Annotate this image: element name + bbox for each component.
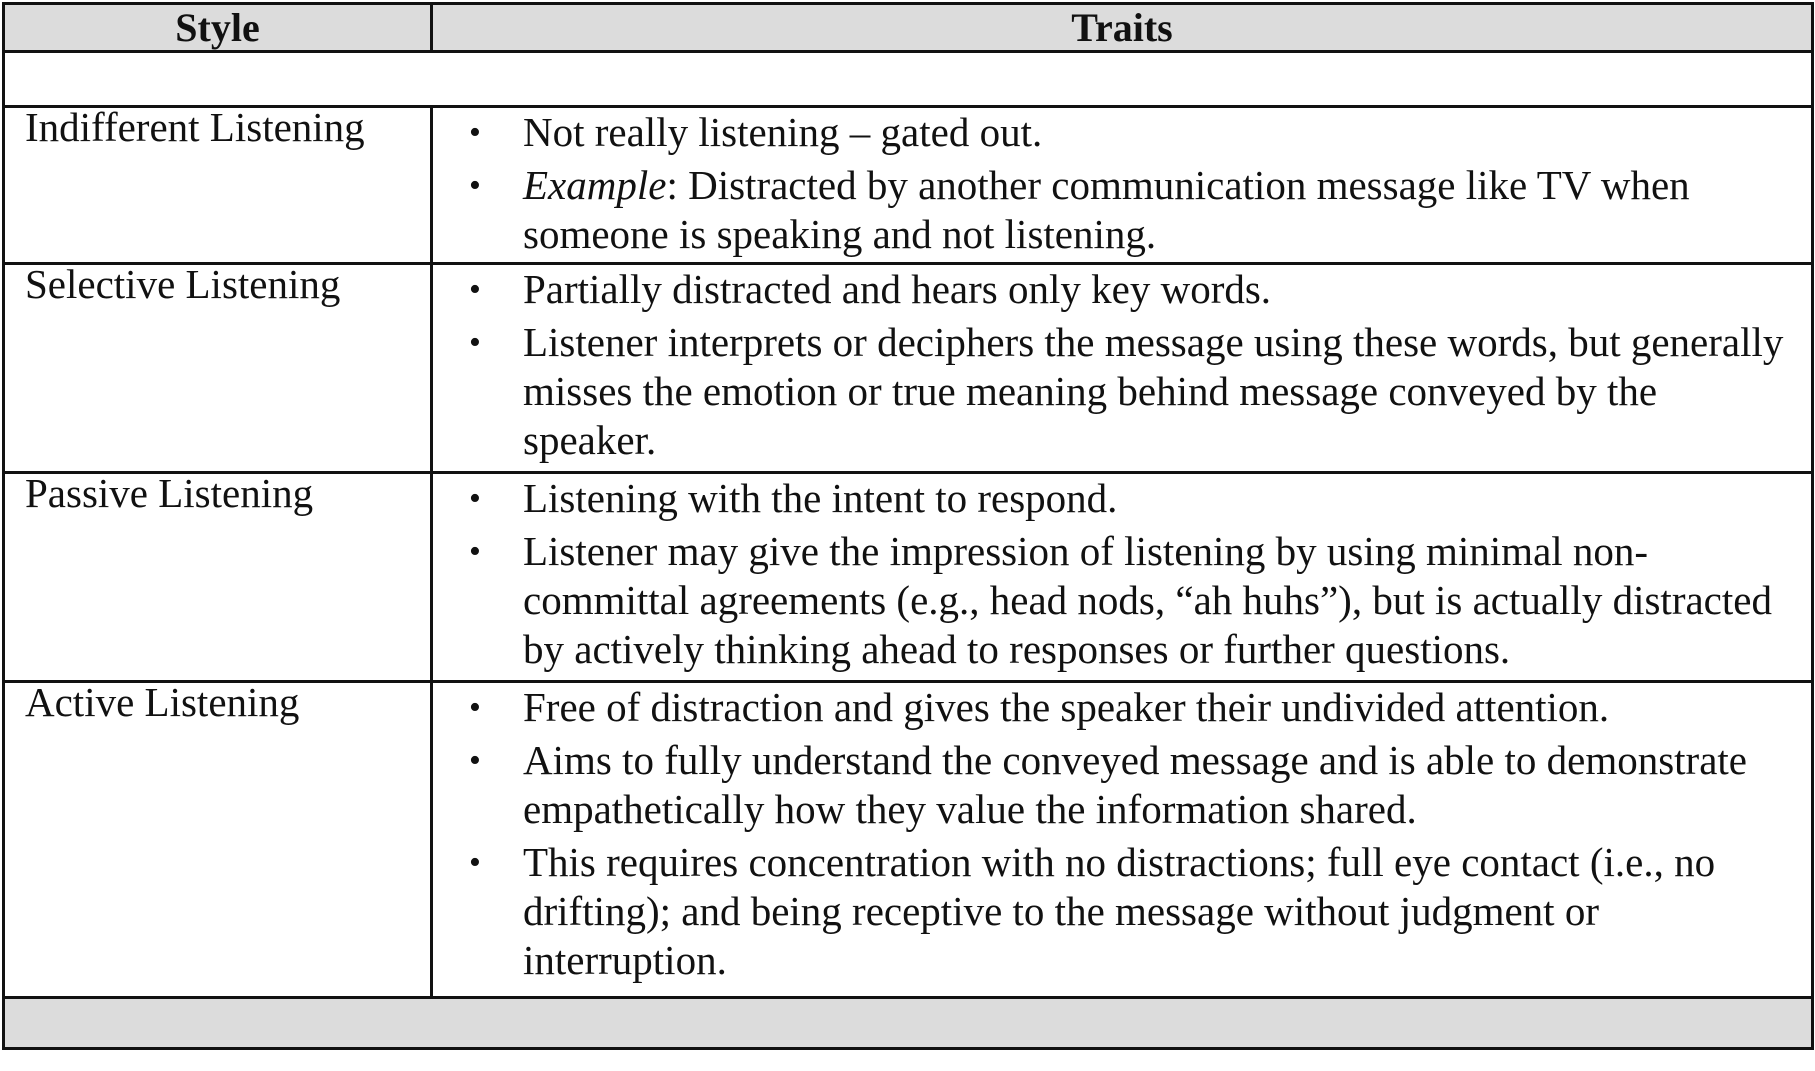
- traits-list: [433, 108, 1791, 259]
- listening-styles-table: [2, 2, 1814, 1050]
- bullet-icon: •: [469, 533, 481, 570]
- style-cell: [4, 261, 432, 473]
- style-name: Active Listening: [25, 679, 300, 725]
- bullet-icon: •: [469, 689, 481, 726]
- header-traits: Traits: [432, 4, 1813, 52]
- table-header-row: [4, 4, 1813, 52]
- style-name: Selective Listening: [25, 261, 341, 307]
- trait-item: • Listening with the intent to respond.: [433, 474, 1791, 523]
- spacer-row: [4, 52, 1813, 107]
- traits-cell: [432, 473, 1813, 682]
- table-row: [4, 473, 1813, 682]
- trait-item: • Listener may give the impression of listening by using minimal non-committal agreements (e.g., head nods, “ah huhs”), but is actually distracted by actively thinking ahead to responses or further questions.: [433, 527, 1791, 674]
- table-row: [4, 107, 1813, 264]
- style-cell: [4, 104, 432, 264]
- bullet-icon: •: [469, 114, 481, 151]
- trait-item: • Listener interprets or deciphers the message using these words, but generally misses the emotion or true meaning behind message conveyed by the speaker.: [433, 318, 1791, 465]
- traits-list: [433, 683, 1791, 985]
- style-name: Passive Listening: [25, 470, 314, 516]
- traits-cell: [432, 264, 1813, 473]
- style-cell: [4, 679, 432, 998]
- traits-list: [433, 474, 1791, 674]
- trait-item: • Free of distraction and gives the speaker their undivided attention.: [433, 683, 1791, 732]
- trait-prefix: Example: [523, 162, 667, 208]
- trait-item: • Partially distracted and hears only key words.: [433, 265, 1791, 314]
- table-row: [4, 264, 1813, 473]
- style-cell: [4, 470, 432, 682]
- bullet-icon: •: [469, 844, 481, 881]
- bullet-icon: •: [469, 324, 481, 361]
- bullet-icon: •: [469, 742, 481, 779]
- bullet-icon: •: [469, 167, 481, 204]
- footer-row: [4, 998, 1813, 1049]
- bullet-icon: •: [469, 271, 481, 308]
- trait-item: • This requires concentration with no distractions; full eye contact (i.e., no drifting); and being receptive to the message without judgment or interruption.: [433, 838, 1791, 985]
- traits-cell: [432, 682, 1813, 998]
- style-name: Indifferent Listening: [25, 104, 365, 150]
- bullet-icon: •: [469, 480, 481, 517]
- trait-item: • Aims to fully understand the conveyed message and is able to demonstrate empathetically how they value the information shared.: [433, 736, 1791, 834]
- trait-item: • Not really listening – gated out.: [433, 108, 1791, 157]
- table-row: [4, 682, 1813, 998]
- header-style: Style: [4, 4, 432, 52]
- traits-list: [433, 265, 1791, 465]
- trait-item: • Example: Distracted by another communication message like TV when someone is speaking and not listening.: [433, 161, 1791, 259]
- traits-cell: [432, 107, 1813, 264]
